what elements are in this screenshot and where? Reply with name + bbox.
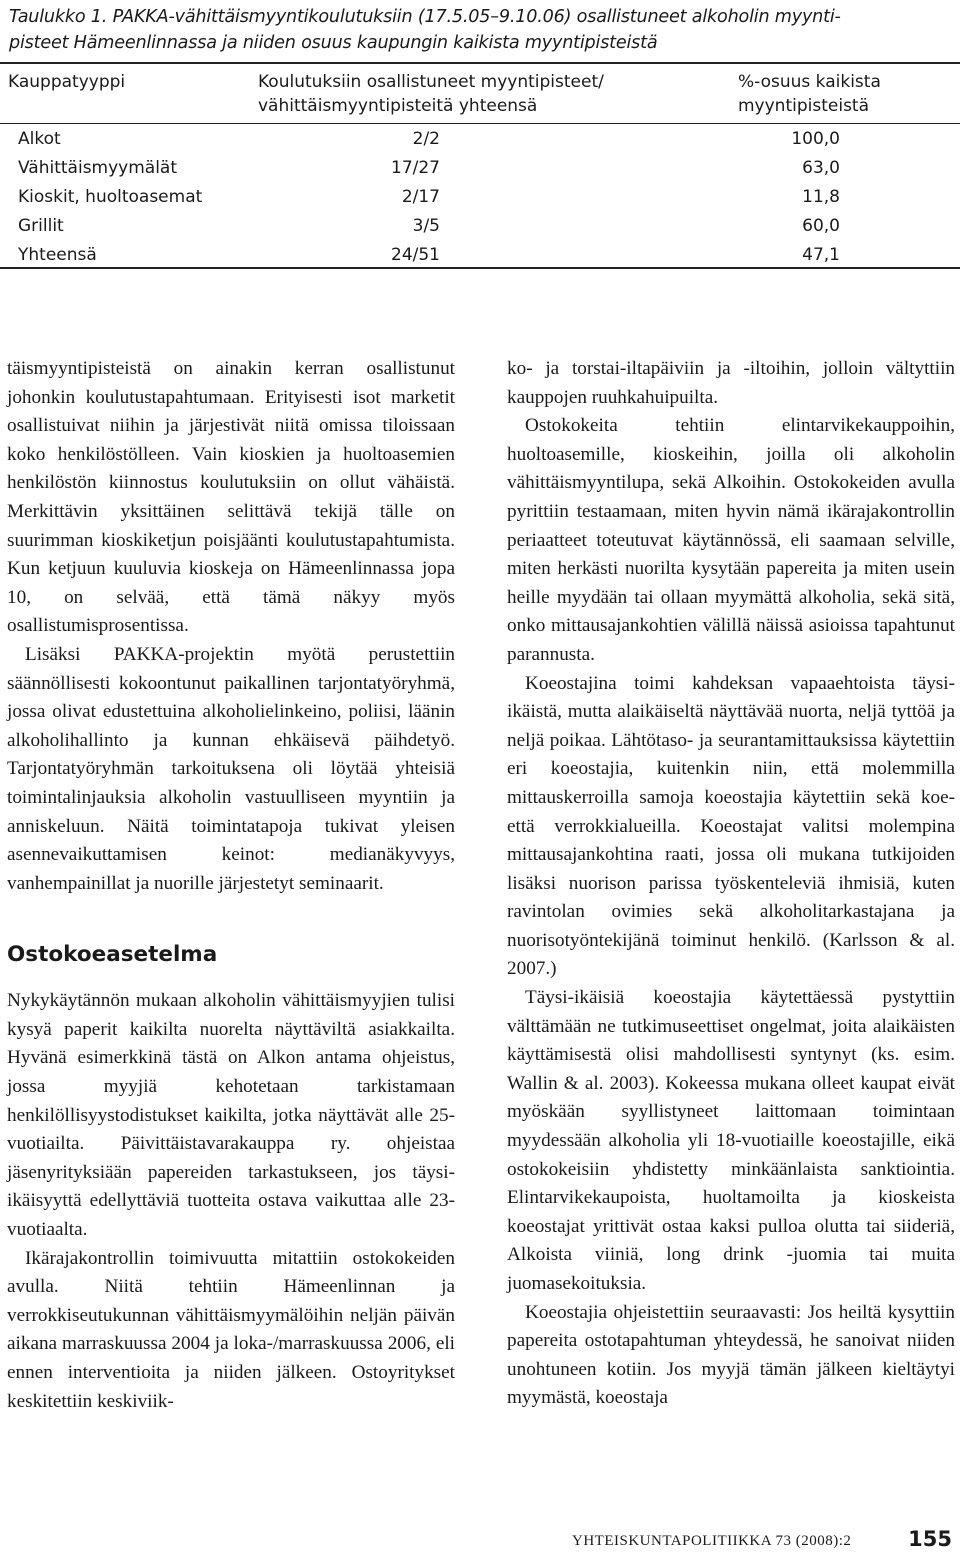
- table-row: [0, 186, 960, 215]
- paragraph: Ikärajakontrollin toimivuutta mitattiin ostokokeiden avulla. Niitä tehtiin Hämeenlinnan ja verrokkiseutukunnan vähittäismyymälöihin neljän päivän aikana marraskuussa 2004 ja loka-/marraskuussa 2006, eli ennen interventioita ja niiden jälkeen. Ostoyritykset keskitettiin keskiviik-: [7, 1247, 455, 1412]
- cell-ratio: 24/51: [391, 245, 440, 265]
- header-ratio: [258, 70, 604, 118]
- cell-type: Yhteensä: [18, 245, 97, 265]
- paragraph: Ostokokeita tehtiin elintarvikekauppoihin, huoltoasemille, kioskeihin, joilla oli alkoholin vähittäismyyntilupa, sekä Alkoihin. Ostokokeiden avulla pyrittiin testaamaan, miten hyvin nämä ikärajakontrollin periaatteet toteutuvat käytännössä, eli saamaan selville, miten herkästi nuorilta kysytään papereita ja miten usein heille myydään tai ollaan myymättä alkoholia, sekä sitä, onko mittausajankohtien välillä näissä asioissa tapahtunut parannusta.: [507, 415, 955, 665]
- header-ratio-line-1: Koulutuksiin osallistuneet myyntipisteet/: [258, 72, 604, 92]
- cell-percent: 60,0: [802, 216, 840, 236]
- cell-ratio: 3/5: [412, 216, 440, 236]
- paragraph: ko- ja torstai-iltapäiviin ja -iltoihin, jolloin vältyttiin kauppojen ruuhkahuipuilta.: [507, 358, 955, 408]
- table-bottom-rule: [0, 267, 960, 269]
- header-percent-line-1: %-osuus kaikista: [738, 72, 881, 92]
- cell-percent: 47,1: [802, 245, 840, 265]
- journal-name: YHTEISKUNTAPOLITIIKKA 73 (2008):2: [572, 1533, 852, 1549]
- paragraph: täismyyntipisteistä on ainakin kerran osallistunut johonkin koulutustapahtumaan. Erityisesti isot marketit osallistuivat niihin ja järjestivät niitä omissa tiloissaan koko henkilöstölleen. Vain kioskien ja huoltoasemien henkilöstön kiinnostus koulutuksiin on ollut vähäistä. Merkittävin yksittäinen selittävä tekijä tälle on suurimman kioskiketjun poisjäänti koulutustapahtumista. Kun ketjuun kuuluvia kioskeja on Hämeenlinnassa jopa 10, on selvää, että tämä näkyy myös osallistumisprosentissa.: [7, 358, 455, 637]
- cell-percent: 11,8: [802, 187, 840, 207]
- cell-type: Alkot: [18, 129, 61, 149]
- cell-percent: 100,0: [791, 129, 840, 149]
- header-ratio-line-2: vähittäismyyntipisteitä yhteensä: [258, 96, 538, 116]
- header-kauppatyyppi: Kauppatyyppi: [8, 72, 126, 92]
- table-row: [0, 128, 960, 157]
- table-row: [0, 215, 960, 244]
- paragraph: Koeostajia ohjeistettiin seuraavasti: Jos heiltä kysyttiin papereita ostotapahtuman yhteydessä, he sanoivat niiden unohtuneen kotiin. Jos myyjä tämän jälkeen kieltäytyi myymästä, koeostaja: [507, 1301, 955, 1409]
- table-top-rule: [0, 62, 960, 64]
- header-percent-line-2: myyntipisteistä: [738, 96, 870, 116]
- header-percent: [738, 70, 881, 118]
- right-column: [507, 355, 955, 1413]
- table-caption-line-2: pisteet Hämeenlinnassa ja niiden osuus kaupungin kaikista myyntipisteistä: [9, 33, 658, 53]
- table-header-rule: [0, 123, 960, 124]
- cell-ratio: 2/2: [412, 129, 440, 149]
- table-row: [0, 157, 960, 186]
- table-caption-line-1: Taulukko 1. PAKKA-vähittäismyyntikoulutuksiin (17.5.05–9.10.06) osallistuneet alkoholin myynti-: [9, 7, 841, 27]
- cell-type: Kioskit, huoltoasemat: [18, 187, 203, 207]
- paragraph: Koeostajina toimi kahdeksan vapaaehtoista täysi-ikäistä, mutta alaikäiseltä näyttävää nuorta, neljä tyttöä ja neljä poikaa. Lähtötaso- ja seurantamittauksissa käytettiin eri koeostajia, kuitenkin niin, että molemmilla mittauskerroilla samoja koeostajia käytettiin sekä koe- että verrokkialueilla. Koeostajat valitsi molempina mittausajankohtina raati, jossa oli mukana tutkijoiden lisäksi nuorison parissa työskenteleviä ihmisiä, kuten ravintolan ovimies sekä alkoholitarkastajana ja nuorisotyöntekijänä toiminut henkilö. (Karlsson & al. 2007.): [507, 672, 955, 980]
- paragraph: Lisäksi PAKKA-projektin myötä perustettiin säännöllisesti kokoontunut paikallinen tarjontatyöryhmä, jossa olivat edustettuina alkoholielinkeino, poliisi, läänin alkoholihallinto ja kunnan ehkäisevä päihdetyö. Tarjontatyöryhmän tarkoituksena oli löytää yhteisiä toimintalinjauksia alkoholin vastuulliseen myyntiin ja anniskeluun. Näitä toimintatapoja tukivat yleisen asennevaikuttamisen keinot: medianäkyvyys, vanhempainillat ja nuorille järjestetyt seminaarit.: [7, 643, 455, 894]
- page-number: 155: [908, 1527, 952, 1551]
- left-column: [7, 355, 455, 1416]
- cell-type: Grillit: [18, 216, 64, 236]
- cell-percent: 63,0: [802, 158, 840, 178]
- table-caption: [9, 4, 954, 56]
- paragraph: Täysi-ikäisiä koeostajia käytettäessä pystyttiin välttämään ne tutkimuseettiset ongelmat, joita alaikäisten käyttämisestä olisi mahdollisesti syntynyt (ks. esim. Wallin & al. 2003). Kokeessa mukana olleet kaupat eivät myöskään syyllistyneet laittomaan toimintaan myydessään alkoholia yli 18-vuotiaille koeostajille, eikä ostokokeisiin yhdistetty minkäänlaista sanktiointia. Elintarvikekaupoista, huoltamoilta ja kioskeista koeostajat yrittivät ostaa kaksi pulloa olutta tai siideriä, Alkoista viiniä, long drink -juomia tai muita juomasekoituksia.: [507, 987, 955, 1294]
- page-footer: [560, 1527, 956, 1555]
- cell-ratio: 2/17: [401, 187, 440, 207]
- cell-ratio: 17/27: [391, 158, 440, 178]
- paragraph: Nykykäytännön mukaan alkoholin vähittäismyyjien tulisi kysyä paperit kaikilta nuorelta näyttäviltä asiakkailta. Hyvänä esimerkkinä tästä on Alkon antama ohjeistus, jossa myyjiä kehotetaan tarkistamaan henkilöllisyystodistukset kaikilta, jotka näyttävät alle 25-vuotiailta. Päivittäistavarakauppa ry. ohjeistaa jäsenyrityksiään papereiden tarkastukseen, jos täysi-ikäisyyttä edellyttäviä tuotteita ostava vaikuttaa alle 23-vuotiaalta.: [7, 990, 455, 1241]
- section-heading: Ostokoeasetelma: [7, 942, 218, 968]
- cell-type: Vähittäismyymälät: [18, 158, 178, 178]
